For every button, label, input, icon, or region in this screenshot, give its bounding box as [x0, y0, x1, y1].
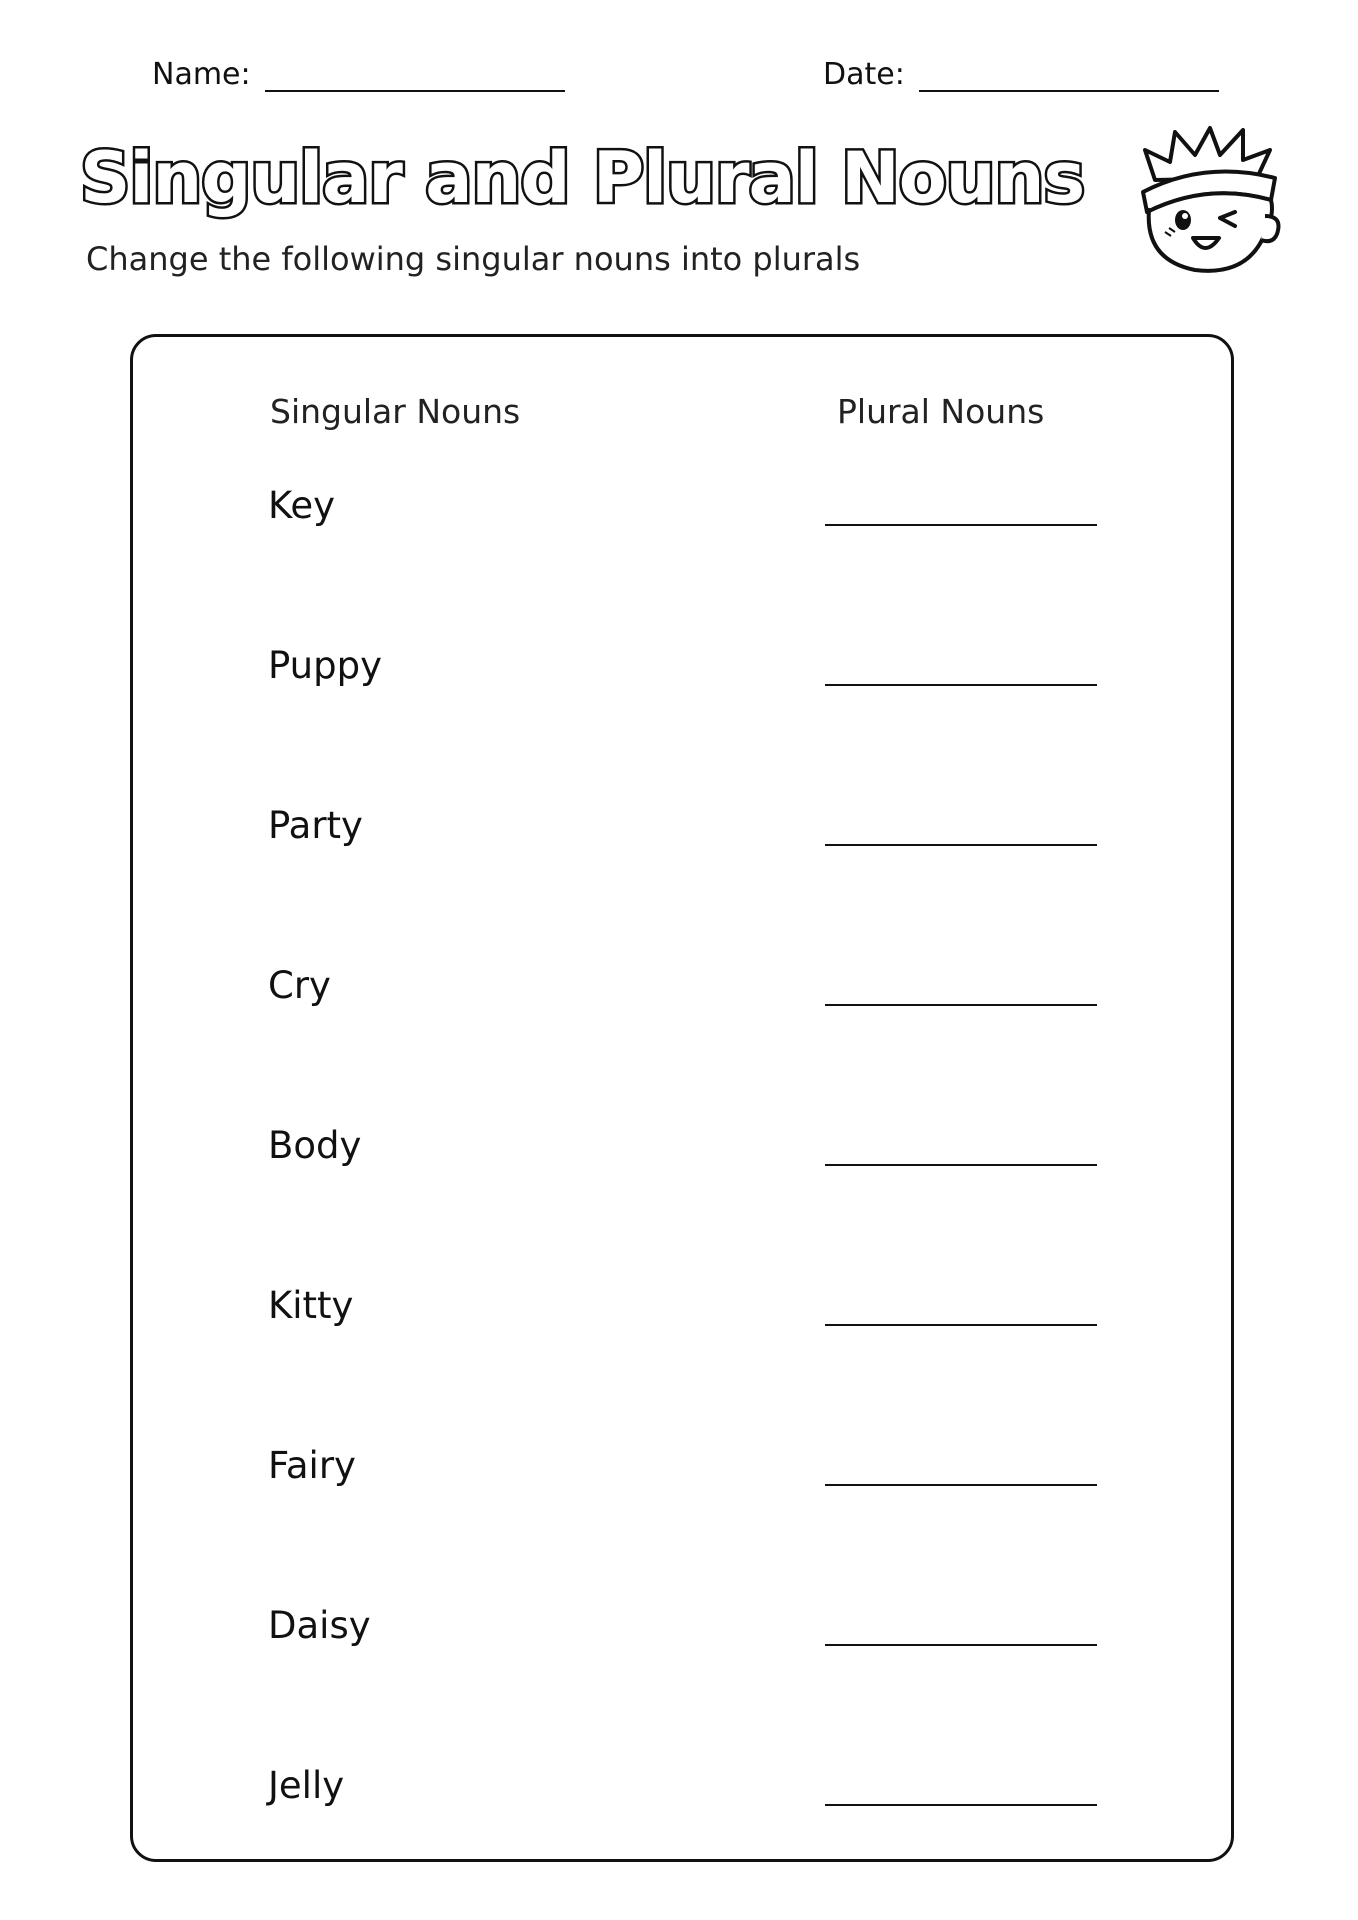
singular-noun: Puppy — [268, 644, 382, 687]
singular-noun: Party — [268, 804, 363, 847]
date-input-line[interactable] — [919, 54, 1219, 92]
noun-row — [0, 644, 1358, 724]
name-label: Name: — [152, 57, 251, 92]
plural-answer-line[interactable] — [825, 684, 1097, 686]
singular-noun: Body — [268, 1124, 362, 1167]
plural-answer-line[interactable] — [825, 524, 1097, 526]
plural-column-header: Plural Nouns — [837, 392, 1045, 431]
singular-column-header: Singular Nouns — [270, 392, 521, 431]
plural-answer-line[interactable] — [825, 1004, 1097, 1006]
name-field — [152, 54, 565, 92]
plural-answer-line[interactable] — [825, 1484, 1097, 1486]
singular-noun: Fairy — [268, 1444, 356, 1487]
plural-answer-line[interactable] — [825, 1644, 1097, 1646]
name-input-line[interactable] — [265, 54, 565, 92]
noun-row — [0, 1604, 1358, 1684]
singular-noun: Daisy — [268, 1604, 371, 1647]
plural-answer-line[interactable] — [825, 1324, 1097, 1326]
date-label: Date: — [823, 57, 905, 92]
noun-row — [0, 1284, 1358, 1364]
singular-noun: Kitty — [268, 1284, 354, 1327]
singular-noun: Key — [268, 484, 336, 527]
noun-row — [0, 1444, 1358, 1524]
noun-row — [0, 484, 1358, 564]
singular-noun: Jelly — [268, 1764, 345, 1807]
singular-noun: Cry — [268, 964, 331, 1007]
noun-row — [0, 964, 1358, 1044]
noun-row — [0, 1764, 1358, 1844]
plural-answer-line[interactable] — [825, 844, 1097, 846]
noun-row — [0, 1124, 1358, 1204]
instructions: Change the following singular nouns into plurals — [86, 240, 861, 278]
plural-answer-line[interactable] — [825, 1164, 1097, 1166]
page-title: Singular and Plural Nouns — [80, 137, 1085, 219]
boy-winking-headband-icon — [1125, 120, 1285, 280]
date-field — [823, 54, 1219, 92]
noun-row — [0, 804, 1358, 884]
plural-answer-line[interactable] — [825, 1804, 1097, 1806]
